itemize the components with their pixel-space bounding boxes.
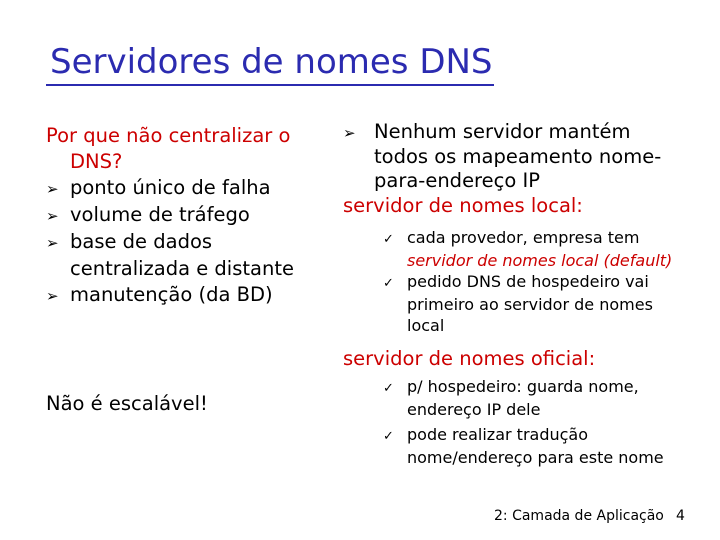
sub-bullet-text: p/ hospedeiro: guarda nome, <box>407 377 639 396</box>
arrow-bullet-icon: ➢ <box>343 124 356 142</box>
sub-bullet-text: pedido DNS de hospedeiro vai <box>407 272 649 291</box>
left-bullet <box>46 229 346 256</box>
left-bullet <box>46 175 346 202</box>
bullet-text-continued: para-endereço IP <box>374 169 541 192</box>
arrow-bullet-icon: ➢ <box>46 207 59 225</box>
bullet-text: manutenção (da BD) <box>70 283 273 306</box>
check-bullet-icon: ✓ <box>383 429 394 444</box>
left-bullet <box>46 282 346 309</box>
question-line-2: DNS? <box>70 150 123 173</box>
sub-bullet-text-continued: servidor de nomes local (default) <box>407 251 673 270</box>
right-column <box>343 120 715 468</box>
check-bullet-icon: ✓ <box>383 232 394 247</box>
official-sub-bullet <box>383 376 715 399</box>
official-server-heading: servidor de nomes oficial: <box>343 347 596 370</box>
local-sub-bullet <box>383 271 715 294</box>
bullet-text-continued: todos os mapeamento nome- <box>374 145 662 168</box>
sub-bullet-text-continued: local <box>407 316 445 335</box>
sub-bullet-text: cada provedor, empresa tem <box>407 228 640 247</box>
bullet-text-continued: centralizada e distante <box>70 257 294 280</box>
check-bullet-icon: ✓ <box>383 381 394 396</box>
arrow-bullet-icon: ➢ <box>46 180 59 198</box>
left-bullet <box>46 202 346 229</box>
right-top-bullet <box>343 120 715 145</box>
bullet-text: ponto único de falha <box>70 176 271 199</box>
local-server-heading: servidor de nomes local: <box>343 194 583 217</box>
title-underline <box>46 84 494 86</box>
arrow-bullet-icon: ➢ <box>46 287 59 305</box>
sub-bullet-text: pode realizar tradução <box>407 425 589 444</box>
sub-bullet-text-continued: endereço IP dele <box>407 400 541 419</box>
bullet-text: volume de tráfego <box>70 203 250 226</box>
question-line-1: Por que não centralizar o <box>46 124 291 147</box>
local-sub-bullet <box>383 227 715 250</box>
left-column <box>46 123 346 309</box>
slide-title: Servidores de nomes DNS <box>50 42 493 82</box>
footer-chapter: 2: Camada de Aplicação <box>494 508 664 524</box>
check-bullet-icon: ✓ <box>383 276 394 291</box>
official-sub-bullet <box>383 424 715 447</box>
bullet-text: Nenhum servidor mantém <box>374 120 631 143</box>
sub-bullet-text-continued: nome/endereço para este nome <box>407 448 664 467</box>
conclusion-text: Não é escalável! <box>46 392 208 415</box>
arrow-bullet-icon: ➢ <box>46 234 59 252</box>
bullet-text: base de dados <box>70 230 213 253</box>
page-number: 4 <box>676 508 685 524</box>
sub-bullet-text-continued: primeiro ao servidor de nomes <box>407 295 653 314</box>
